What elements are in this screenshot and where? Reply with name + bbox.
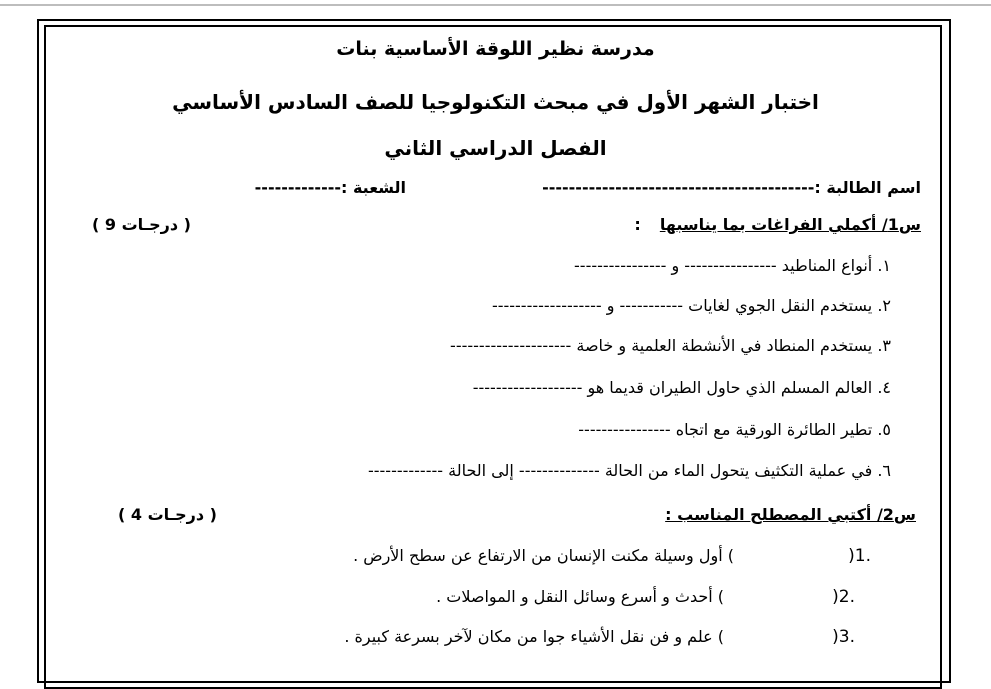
q2-item-2-paren: ( [832,587,839,607]
q2-item-3-number [832,627,855,647]
q1-item-2: ٢. يستخدم النقل الجوي لغايات ----------- و ------------------- [491,296,891,315]
semester-title: الفصل الدراسي الثاني [384,136,607,160]
q2-item-1-number [848,546,871,566]
q1-colon: : [634,215,641,234]
section-field[interactable]: الشعبة :------------- [254,178,406,197]
q1-heading [634,215,921,234]
q2-item-2: ) أحدث و أسرع وسائل النقل و المواصلات . [436,587,724,606]
q2-item-1-paren: ( [848,546,855,566]
q2-grade: ( 4 درجـات ) [118,505,217,524]
q1-item-3: ٣. يستخدم المنطاد في الأنشطة العلمية و خاصة --------------------- [450,336,891,355]
q1-item-1: ١. أنواع المناطيد ---------------- و ---------------- [574,256,891,275]
q2-item-2-num: .2 [838,587,855,607]
top-divider [0,4,991,6]
q1-item-5: ٥. تطير الطائرة الورقية مع اتجاه ---------------- [578,420,891,439]
school-name: مدرسة نظير اللوقة الأساسية بنات [336,38,655,60]
q2-item-1: ) أول وسيلة مكنت الإنسان من الارتفاع عن سطح الأرض . [353,546,734,565]
q1-item-6: ٦. في عملية التكثيف يتحول الماء من الحالة -------------- إلى الحالة ------------- [367,461,891,480]
q1-grade: ( 9 درجـات ) [92,215,191,234]
q2-item-3-paren: ( [832,627,839,647]
exam-title: اختبار الشهر الأول في مبحث التكنولوجيا للصف السادس الأساسي [172,90,819,114]
q2-title: س2/ أكتبي المصطلح المناسب : [665,505,916,524]
q1-item-4: ٤. العالم المسلم الذي حاول الطيران قديما هو ------------------- [472,378,891,397]
q2-item-2-number [832,587,855,607]
student-name-field[interactable]: اسم الطالبة :----------------------------------------- [542,178,921,197]
q2-item-3-num: .3 [838,627,855,647]
q2-item-1-num: .1 [854,546,871,566]
q2-item-3: ) علم و فن نقل الأشياء جوا من مكان لآخر بسرعة كبيرة . [344,627,724,646]
q1-title: س1/ أكملي الفراغات بما يناسبها [659,215,921,234]
